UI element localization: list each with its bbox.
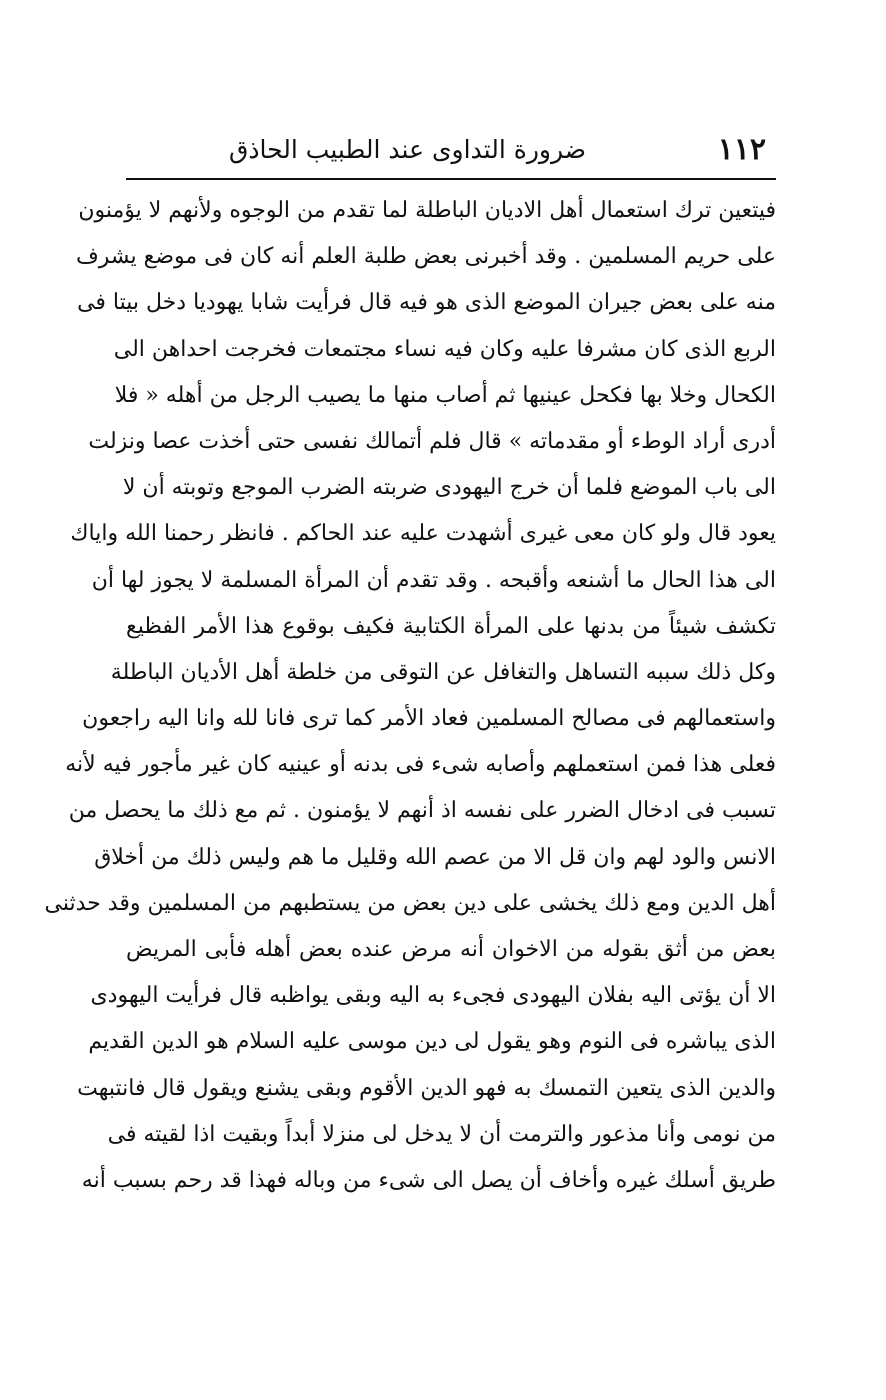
text-line: وكل ذلك سببه التساهل والتغافل عن التوقى من خلطة أهل الأديان الباطلة bbox=[110, 659, 776, 685]
text-line: الكحال وخلا بها فكحل عينيها ثم أصاب منها ما يصيب الرجل من أهله « فلا bbox=[114, 382, 776, 408]
text-line: بعض من أثق بقوله من الاخوان أنه مرض عنده بعض أهله فأبى المريض bbox=[126, 937, 776, 962]
text-line: الى باب الموضع فلما أن خرج اليهودى ضربته الضرب الموجع وتوبته أن لا bbox=[122, 475, 776, 501]
text-line: الا أن يؤتى اليه بفلان اليهودى فجىء به اليه وبقى يواظبه قال فرأيت اليهودى bbox=[90, 983, 776, 1009]
text-line: الذى يباشره فى النوم وهو يقول لى دين موسى عليه السلام هو الدين القديم bbox=[88, 1029, 776, 1055]
text-line: على حريم المسلمين . وقد أخبرنى بعض طلبة العلم أنه كان فى موضع يشرف bbox=[75, 244, 776, 270]
text-line: طريق أسلك غيره وأخاف أن يصل الى شىء من وباله فهذا قد رحم بسبب أنه bbox=[81, 1167, 776, 1193]
text-line: يعود قال ولو كان معى غيرى أشهدت عليه عند الحاكم . فانظر رحمنا الله واياك bbox=[70, 521, 776, 547]
text-line: أدرى أراد الوطء أو مقدماته » قال فلم أتمالك نفسى حتى أخذت عصا ونزلت bbox=[88, 428, 776, 454]
text-line: فيتعين ترك استعمال أهل الاديان الباطلة لما تقدم من الوجوه ولأنهم لا يؤمنون bbox=[78, 198, 776, 223]
header-rule bbox=[126, 178, 776, 180]
text-line: فعلى هذا فمن استعملهم وأصابه شىء فى بدنه أو عينيه كان غير مأجور فيه لأنه bbox=[65, 752, 776, 778]
body-text bbox=[44, 188, 776, 1204]
text-line: تسبب فى ادخال الضرر على نفسه اذ أنهم لا يؤمنون . ثم مع ذلك ما يحصل من bbox=[68, 798, 776, 824]
page-header bbox=[126, 130, 776, 170]
text-line: منه على بعض جيران الموضع الذى هو فيه قال فرأيت شابا يهوديا دخل بيتا فى bbox=[77, 290, 776, 316]
text-line: واستعمالهم فى مصالح المسلمين فعاد الأمر كما ترى فانا لله وانا اليه راجعون bbox=[82, 706, 776, 732]
text-line: والدين الذى يتعين التمسك به فهو الدين الأقوم وبقى يشنع ويقول قال فانتبهت bbox=[77, 1075, 776, 1101]
text-line: من نومى وأنا مذعور والترمت أن لا يدخل لى منزلا أبداً وبقيت اذا لقيته فى bbox=[107, 1121, 776, 1147]
text-line: تكشف شيئاً من بدنها على المرأة الكتابية فكيف بوقوع هذا الأمر الفظيع bbox=[126, 613, 776, 639]
page-number: ١١٢ bbox=[717, 132, 766, 167]
running-head: ضرورة التداوى عند الطبيب الحاذق bbox=[228, 135, 586, 164]
text-line: أهل الدين ومع ذلك يخشى على دين بعض من يستطبهم من المسلمين وقد حدثنى bbox=[44, 890, 776, 916]
text-line: الربع الذى كان مشرفا عليه وكان فيه نساء مجتمعات فخرجت احداهن الى bbox=[113, 336, 776, 362]
text-line: الى هذا الحال ما أشنعه وأقبحه . وقد تقدم أن المرأة المسلمة لا يجوز لها أن bbox=[91, 567, 776, 593]
text-line: الانس والود لهم وان قل الا من عصم الله وقليل ما هم وليس ذلك من أخلاق bbox=[94, 844, 776, 870]
